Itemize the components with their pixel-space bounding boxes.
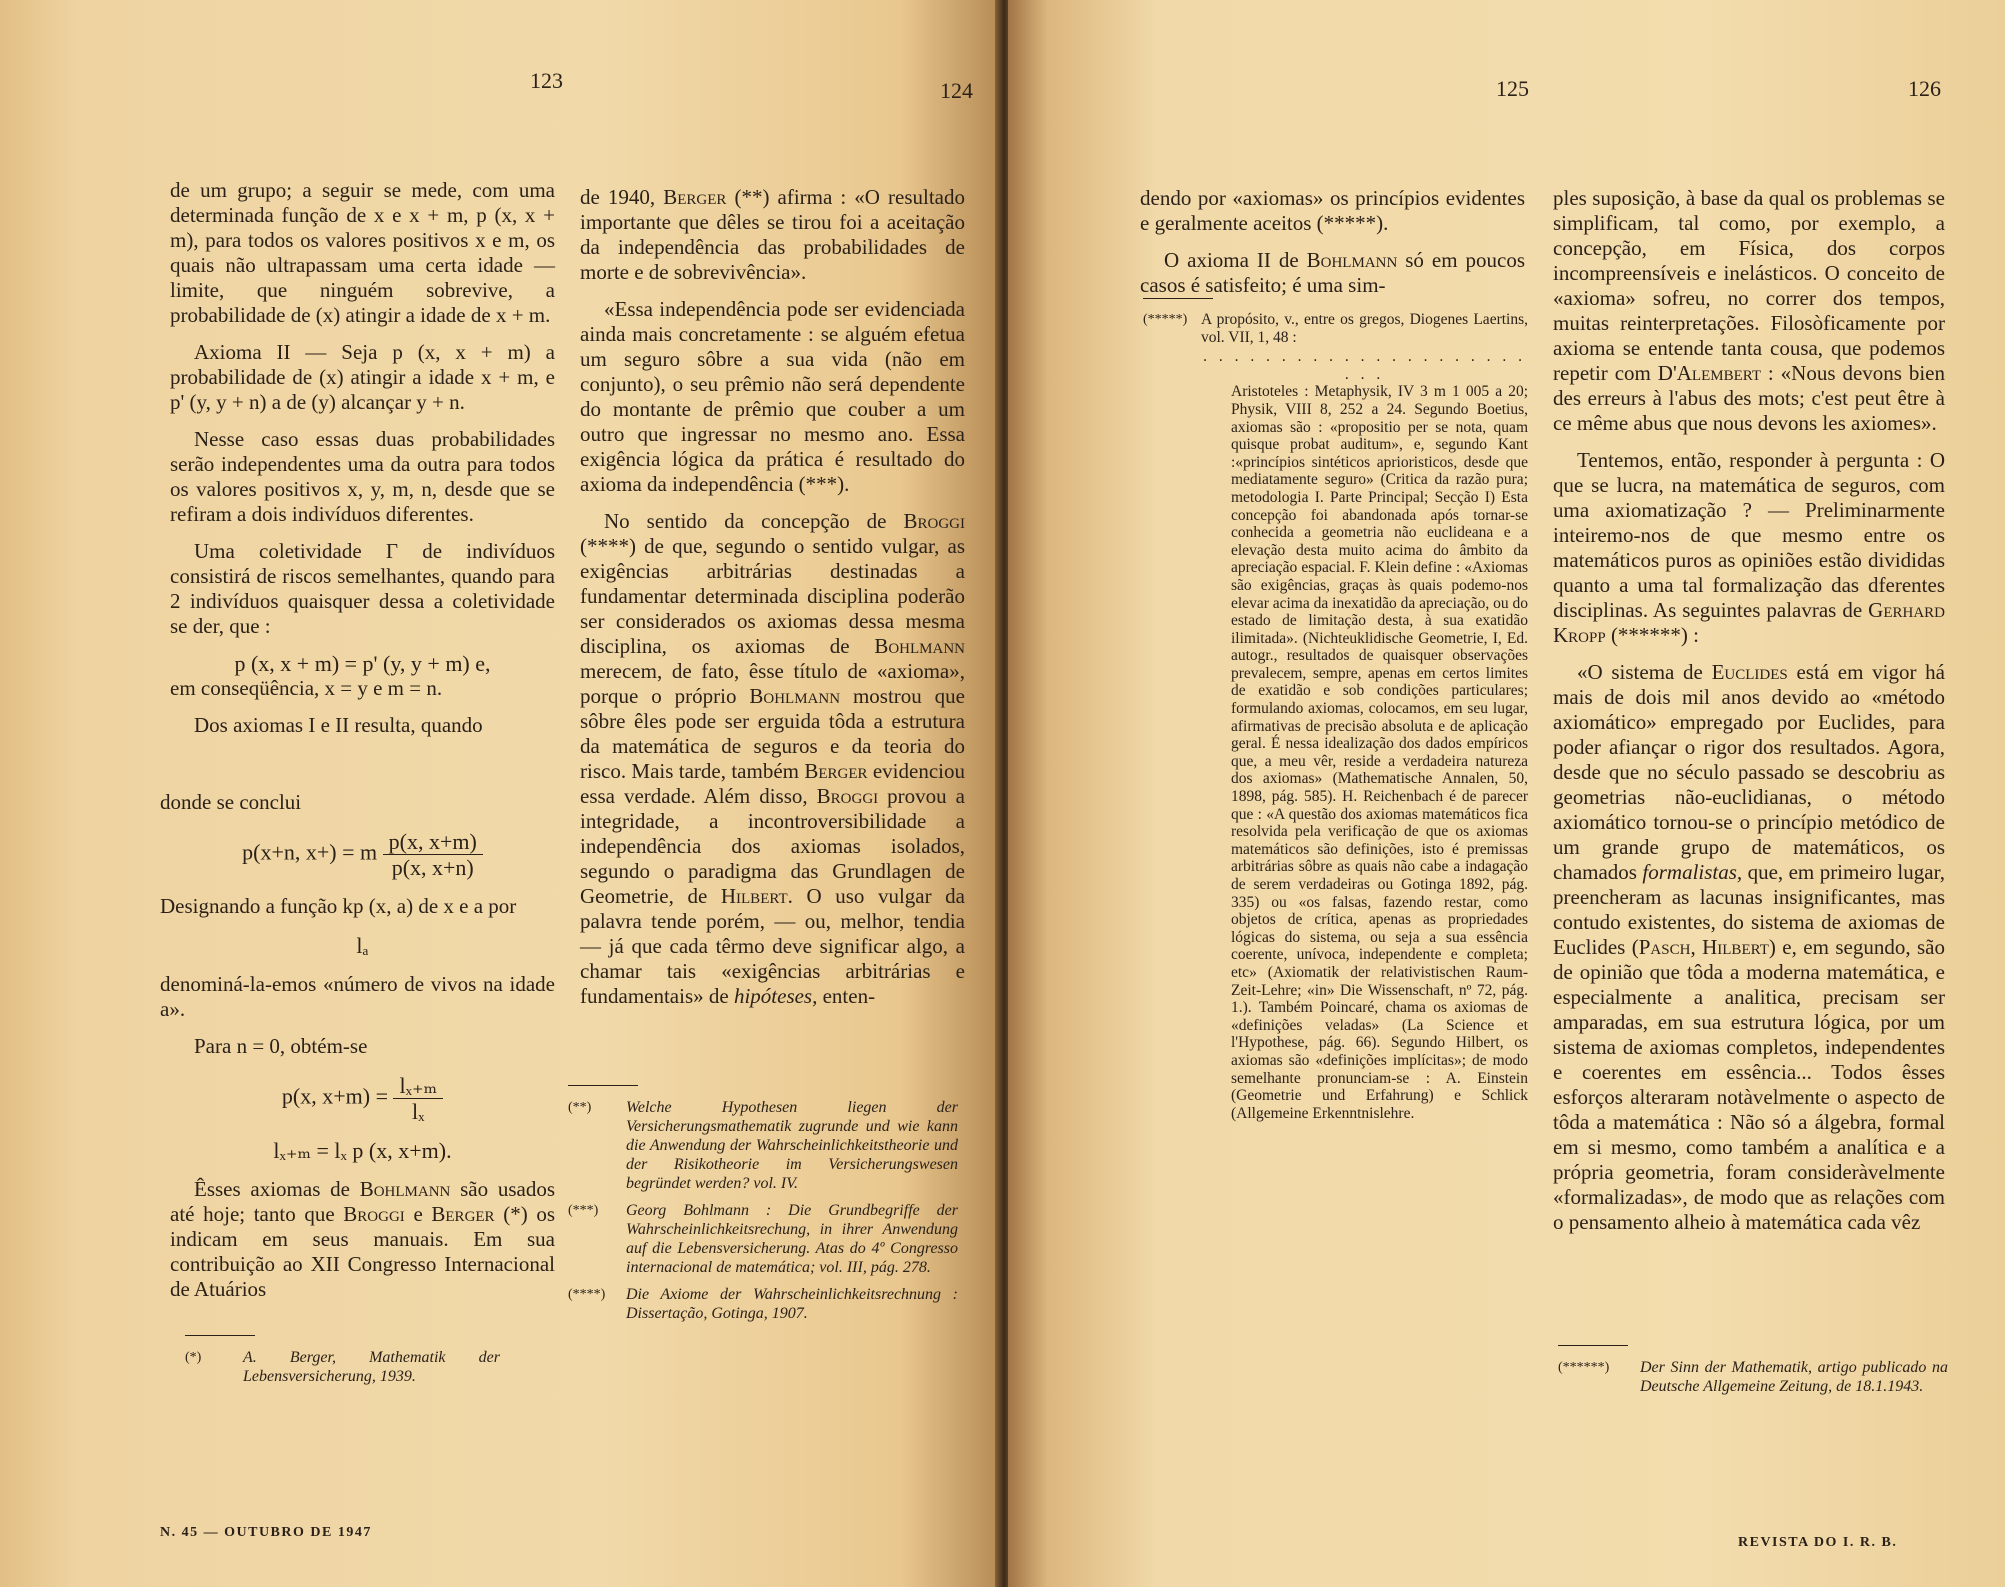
paragraph: donde se conclui [160, 790, 302, 814]
paragraph: «Essa independência pode ser evidenciada ainda mais concretamente : se alguém efetua um seguro sôbre a sua vida (não em conjunto), o seu prêmio não será dependente do montante de prêmio que couber a um outro que ingressar no mesmo ano. Essa exigência lógica da prática é resultado do axioma da independência (***). [580, 297, 965, 496]
right-page [1008, 0, 2005, 1587]
page-126-column [1553, 186, 1945, 1247]
paragraph: de 1940, Berger (**) afirma : «O resultado importante que dêles se tirou foi a aceitação da independência das probabilidades de morte e de sobrevivência». [580, 185, 966, 284]
footnote: (*****) A propósito, v., entre os gregos, Diogenes Laertins, vol. VII, 1, 48 : [1143, 311, 1528, 346]
formula: lₓ₊ₘ = lₓ p (x, x+m). [273, 1138, 452, 1163]
dotted-separator: . . . . . . . . . . . . . . . . . . . . . . . . [1203, 348, 1526, 383]
paragraph: Dos axiomas I e II resulta, quando [194, 713, 483, 737]
page-123-footnotes [185, 1335, 500, 1394]
page-number-124: 124 [940, 78, 973, 103]
page-125-column [1140, 186, 1525, 310]
footnote-rule [568, 1085, 638, 1086]
paragraph: Uma coletividade Γ de indivíduos consistirá de riscos semelhantes, quando para 2 indivíduos quaisquer dessa a coletividade se der, que : [170, 539, 555, 638]
page-125-footnote [1143, 298, 1528, 1122]
paragraph: Tentemos, então, responder à pergunta : O que se lucra, na matemática de seguros, com uma axiomatização ? — Preliminarmente inteiremo-nos de que mesmo entre os matemáticos puros as opiniões estão divididas quanto a uma tal formalização das dferentes disciplinas. As seguintes palavras de Gerhard Kropp (******) : [1553, 448, 1945, 647]
footnote: (**) Welche Hypothesen liegen der Versicherungsmathematik zugrunde und wie kann die Anwendung der Wahrscheinlichkeitstheorie und der Risikotheorie im Versicherungswesen begründet werden? vol. IV. [568, 1099, 958, 1192]
paragraph: dendo por «axiomas» os princípios evidentes e geralmente aceitos (*****). [1140, 186, 1525, 235]
footnote: (******) Der Sinn der Mathematik, artigo publicado na Deutsche Allgemeine Zeitung, de 18.1.1943. [1558, 1359, 1948, 1395]
left-page [0, 0, 1000, 1587]
paragraph: ples suposição, à base da qual os problemas se simplificam, tal como, por exemplo, a concepção, em Física, dos corpos incompreensíveis e inelásticos. O conceito de «axioma» sofreu, no correr dos tempos, muitas reinterpretações. Filosòficamente por axioma se entende tanta cousa, que podemos repetir com D'Alembert : «Nous devons bien des erreurs à l'abus des mots; c'est peut être à ce même abus que nous devons les axiomes». [1553, 186, 1946, 435]
page-123-column [160, 178, 555, 1314]
formula: p(x+n, x+) = m $\frac{p(x, x+m)}{p(x, x+n)}$ [170, 829, 555, 880]
paragraph: de um grupo; a seguir se mede, com uma determinada função de x e x + m, p (x, x + m), para todos os valores positivos x e m, os quais não ultrapassam uma certa idade — limite, que ninguém sobrevive, a probabilidade de (x) atingir a idade de x + m. [170, 178, 555, 327]
footer-journal: REVISTA DO I. R. B. [1738, 1535, 1898, 1550]
footnote-rule [1143, 298, 1213, 299]
paragraph: Para n = 0, obtém-se [194, 1034, 368, 1058]
page-124-column [580, 185, 965, 1021]
paragraph: Êsses axiomas de Bohlmann são usados até hoje; tanto que Broggi e Berger (*) os indicam em seus manuais. Em sua contribuição ao XII Congresso Internacional de Atuários [170, 1177, 555, 1301]
page-124-footnotes [568, 1085, 958, 1331]
paragraph: Axioma II — Seja p (x, x + m) a probabilidade de (x) atingir a idade x + m, e p' (y, y + n) a de (y) alcançar y + n. [170, 340, 555, 414]
paragraph: denominá-la-emos «número de vivos na idade a». [160, 972, 555, 1021]
footnote: (*) A. Berger, Mathematik der Lebensversicherung, 1939. [185, 1349, 500, 1385]
paragraph: No sentido da concepção de Broggi (****) de que, segundo o sentido vulgar, as exigências arbitrárias destinadas a fundamentar determinada disciplina poderão ser considerados os axiomas dessa mesma disciplina, os axiomas de Bohlmann merecem, de fato, êsse título de «axioma», porque o próprio Bohlmann mostrou que sôbre êles pode ser erguida tôda a estrutura da matemática de seguros e da teoria do risco. Mais tarde, também Berger evidenciou essa verdade. Além disso, Broggi provou a integridade, a incontroversibilidade a independência dos axiomas isolados, segundo o paradigma das Grundlagen de Geometrie, de Hilbert. O uso vulgar da palavra tende porém, — ou, melhor, tendia — já que cada têrmo deve significar algo, a chamar tais «exigências arbitrárias e fundamentais» de hipóteses, enten- [580, 509, 965, 1008]
page-126-footnotes [1558, 1345, 1948, 1404]
footnote-continuation: Aristoteles : Metaphysik, IV 3 m 1 005 a 20; Physik, VIII 8, 252 a 24. Segundo Boetius, axiomas são : «propositio per se nota, quam quisque probat auditum», e, segundo Kant :«princípios sintéticos aprioristicos, desde que mediatamente seguro» (Critica da razão pura; metodologia I. Parte Principal; Secção I) Esta concepção foi abandonada após tornar-se conhecida a geometria não euclideana e a elevação desta muito acima do âmbito da apreciação espacial. F. Klein define : «Axiomas são exigências, graças às quais podemo-nos elevar acima da inexatidão da apreciação, ou do estado de limitação desta, à sua exatidão ilimitada». (Nichteuklidische Geometrie, I, Ed. autogr., resultados de quaisquer observações prevalecem, sempre, apenas em certos limites de exatidão e sob condições particulares; formulando axiomas, colocamos, em seu lugar, afirmativas de precisão absoluta e de aplicação geral. É nessa idealização dos dados empíricos que, a meu vêr, reside a verdadeira natureza dos axiomas» (Mathematische Annalen, 50, 1898, pág. 585). H. Reichenbach é de parecer que : «A questão dos axiomas matemáticos fica resolvida pela verificação de que os axiomas matemáticos são definições, isto é premissas arbitrárias sôbre as quais não cabe a indagação de serem verdadeiras ou Gotinga 1892, pág. 335) ou «os falsas, fazendo restar, como objetos de crítica, apenas as propriedades lógicas do sistema, ou seja a sua essência coerente, unívoca, independente e completa; etc» (Axiomatik der relativistischen Raum-Zeit-Lehre; «in» Die Wissenschaft, nº 72, pág. 1.). Também Poincaré, chama os axiomas de «definições veladas» (La Science et l'Hypothese, pág. 66). Segundo Hilbert, os axiomas são «definições implícitas»; de modo semelhante pronunciam-se : A. Einstein (Geometrie und Erfahrung) e Schlick (Allgemeine Erkenntnislehre. [1231, 383, 1528, 1122]
footnote-rule [1558, 1345, 1628, 1346]
footnote: (***) Georg Bohlmann : Die Grundbegriffe der Wahrscheinlichkeitsrechung, in ihrer Anwendung auf die Lebensversicherung. Atas do 4º Congresso internacional de matemática; vol. III, pág. 278. [568, 1202, 958, 1276]
page-number-126: 126 [1908, 76, 1941, 101]
footer-issue: N. 45 — OUTUBRO DE 1947 [160, 1525, 372, 1540]
paragraph: Designando a função kp (x, a) de x e a por [160, 894, 517, 918]
page-number-125: 125 [1496, 76, 1529, 101]
formula: p(x, x+m) = $\frac{\text{lₓ₊ₘ}}{\text{lₓ}}$ [170, 1073, 555, 1124]
paragraph: «O sistema de Euclides está em vigor há mais de dois mil anos devido ao «método axiomático» empregado por Euclides, para poder afiançar o rigor dos resultados. Agora, desde que no século passado se descobriu as geometrias não-euclidianas, o método axiomático tornou-se o princípio metódico de um grande grupo de matemáticos, os chamados formalistas, que, em primeiro lugar, preencheram as lacunas insignificantes, mas contudo existentes, do sistema de axiomas de Euclides (Pasch, Hilbert) e, em segundo, são de opinião que tôda a moderna matemática, e especialmente a analitica, precisam ser amparadas, em sua estrutura lógica, por um sistema de axiomas completos, independentes e coerentes em essência... Todos êsses esforços alteraram notàvelmente o aspecto de tôda a matemática : Não só a álgebra, formal em si mesmo, como também a analítica e a própria geometria, foram consideràvelmente «formalizadas», de modo que as relações com o pensamento alheio à matemática cada vêz [1553, 660, 1945, 1234]
axiom-heading: Axioma II [194, 340, 291, 364]
page-number-123: 123 [530, 68, 563, 93]
formula: lₐ [356, 933, 369, 958]
paragraph: Nesse caso essas duas probabilidades serão independentes uma da outra para todos os valores positivos x, y, m, n, desde que se refiram a dois indivíduos diferentes. [170, 427, 555, 526]
footnote: (****) Die Axiome der Wahrscheinlichkeitsrechnung : Dissertação, Gotinga, 1907. [568, 1286, 958, 1322]
formula: p (x, x + m) = p' (y, y + m) e, [234, 651, 491, 676]
paragraph: O axioma II de Bohlmann só em poucos casos é satisfeito; é uma sim- [1140, 248, 1525, 297]
paragraph: em conseqüência, x = y e m = n. [170, 676, 443, 700]
footnote-rule [185, 1335, 255, 1336]
